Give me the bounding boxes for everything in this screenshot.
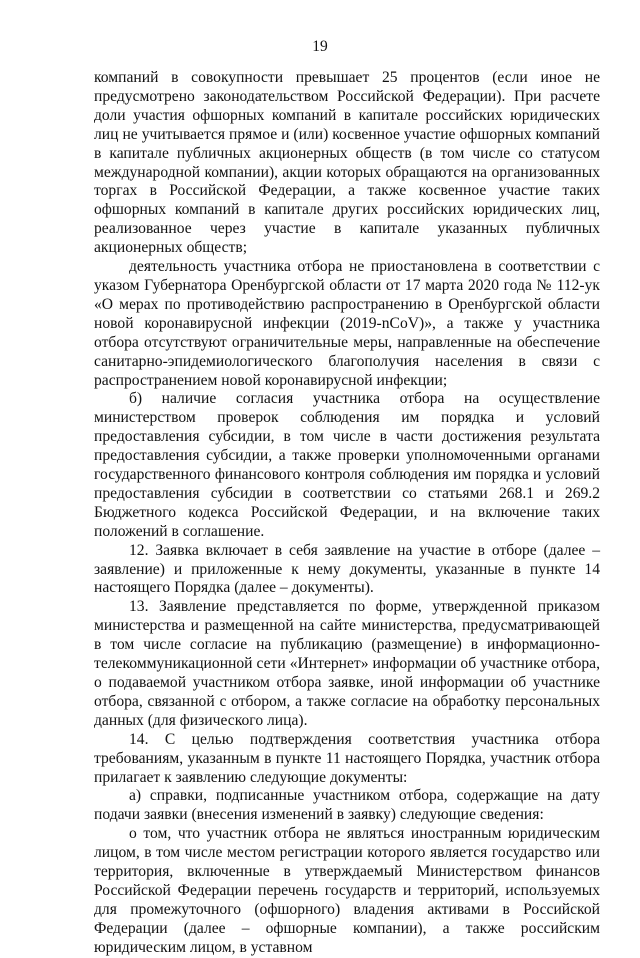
page-number: 19 (312, 38, 328, 55)
paragraph-item-14-documents: 14. С целью подтверждения соответствия участника отбора требованиям, указанным в пункте 11 настоящего Порядка, участник отбора прилагает к заявлению следующие документы: (94, 730, 600, 786)
paragraph-item-12-application: 12. Заявка включает в себя заявление на участие в отборе (далее – заявление) и приложенные к нему документы, указанные в пункте 14 настоящего Порядка (далее – документы). (94, 541, 600, 597)
paragraph-not-foreign-entity: о том, что участник отбора не являться иностранным юридическим лицом, в том числе местом регистрации которого является государство или территория, включенные в утверждаемый Министерством финансов Российской Федерации перечень государств и территорий, используемых для промежуточного (офшорного) владения активами в Российской Федерации (далее – офшорные компании), а также российским юридическим лицом, в уставном (94, 825, 600, 956)
document-body (94, 69, 600, 958)
paragraph-consent-to-inspections: б) наличие согласия участника отбора на осуществление министерством проверок соблюдения им порядка и условий предоставления субсидии, в том числе в части достижения результата предоставления субсидии, а также проверки уполномоченными органами государственного финансового контроля соблюдения им порядка и условий предоставления субсидии в соответствии со статьями 268.1 и 269.2 Бюджетного кодекса Российской Федерации, и на включение таких положений в соглашение. (94, 390, 600, 540)
paragraph-activity-not-suspended: деятельность участника отбора не приостановлена в соответствии с указом Губернатора Оренбургской области от 17 марта 2020 года № 112-ук «О мерах по противодействию распространению в Оренбургской области новой коронавирусной инфекции (2019-nCoV)», а также у участника отбора отсутствуют ограничительные меры, направленные на обеспечение санитарно-эпидемиологического благополучия населения в связи с распространением новой коронавирусной инфекции; (94, 258, 600, 389)
paragraph-item-13-statement-form: 13. Заявление представляется по форме, утвержденной приказом министерства и размещенной на сайте министерства, предусматривающей в том числе согласие на публикацию (размещение) в информационно-телекоммуникационной сети «Интернет» информации об участнике отбора, о подаваемой участником отбора заявке, иной информации об участнике отбора, связанной с отбором, а также согласие на обработку персональных данных (для физического лица). (94, 598, 600, 729)
paragraph-offshore-share-continuation: компаний в совокупности превышает 25 процентов (если иное не предусмотрено законодательством Российской Федерации). При расчете доли участия офшорных компаний в капитале российских юридических лиц не учитывается прямое и (или) косвенное участие офшорных компаний в капитале публичных акционерных обществ (в том числе со статусом международной компании), акции которых обращаются на организованных торгах в Российской Федерации, а также косвенное участие таких офшорных компаний в капитале других российских юридических лиц, реализованное через участие в капитале указанных публичных акционерных обществ; (94, 69, 600, 257)
paragraph-certificates: а) справки, подписанные участником отбора, содержащие на дату подачи заявки (внесения изменений в заявку) следующие сведения: (94, 787, 600, 824)
